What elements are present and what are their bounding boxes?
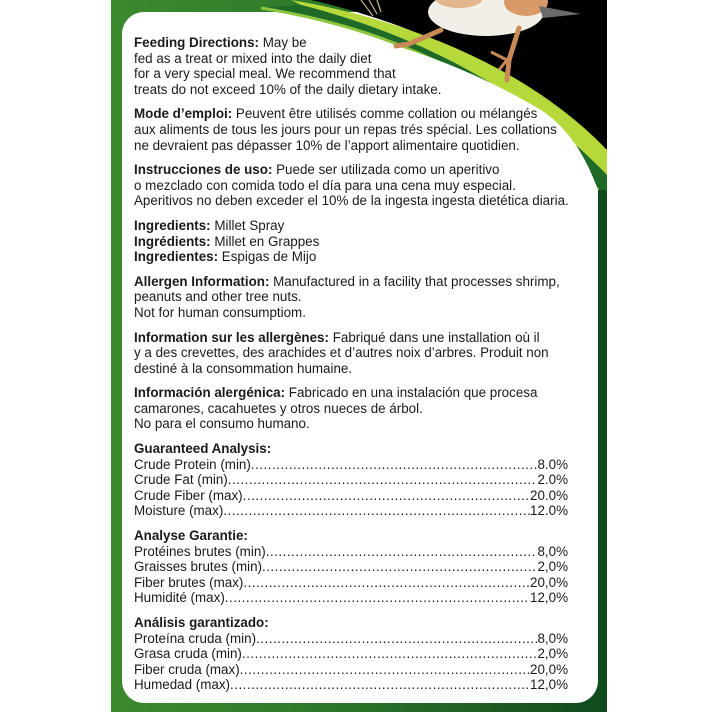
ingredients-heading-es: Ingredientes: <box>134 249 219 265</box>
analysis-title-es: Análisis garantizado: <box>134 615 269 630</box>
guaranteed-analysis-en <box>134 441 574 519</box>
ingredients-heading-fr: Ingrédients: <box>134 233 211 249</box>
ingredients-heading-en: Ingredients: <box>134 217 211 233</box>
allergen-information-es: Información alergénica: Fabricado en una instalación que procesa camarones, cacahuetes y otros nueces de árbol. No para el consumo humano. <box>134 385 538 432</box>
analysis-row: Crude Protein (min) ..... 8.0% <box>134 457 568 473</box>
analysis-row: Crude Fiber (max) ..... 20.0% <box>134 488 568 504</box>
analysis-row: Grasa cruda (min) ..... 2,0% <box>134 646 568 662</box>
analysis-title-fr: Analyse Garantie: <box>134 528 248 544</box>
feeding-directions-heading: Feeding Directions: <box>134 35 259 50</box>
instrucciones-heading: Instrucciones de uso: <box>134 162 273 178</box>
allergen-heading-en: Allergen Information: <box>134 273 270 289</box>
analysis-row: Protéines brutes (min) ..... 8,0% <box>134 544 568 560</box>
mode-emploi: Mode d’emploi: Peuvent être utilisés comme collation ou mélangés aux aliments de tous les jours pour un repas trés spécial. Les collations ne devraient pas dépasser 10% de l’apport alimentaire quotidien. <box>134 106 557 153</box>
allergen-heading-fr: Information sur les allergènes: <box>134 329 329 345</box>
analysis-title-en: Guaranteed Analysis: <box>134 441 272 457</box>
analysis-row: Graisses brutes (min) ..... 2,0% <box>134 559 568 575</box>
mode-emploi-heading: Mode d’emploi: <box>134 106 233 122</box>
analysis-row: Moisture (max) ..... 12.0% <box>134 503 568 519</box>
guaranteed-analysis-fr <box>134 528 574 606</box>
analysis-row: Fiber cruda (max) ..... 20,0% <box>134 662 568 678</box>
analysis-row: Proteína cruda (min) ..... 8,0% <box>134 631 568 647</box>
instrucciones-de-uso: Instrucciones de uso: Puede ser utilizada como un aperitivo o mezclado con comida todo el día para una cena muy especial. Aperitivos no deben exceder el 10% de la ingesta ingesta dietética diaria. <box>134 162 569 209</box>
analysis-row: Humedad (max) ..... 12,0% <box>134 677 568 693</box>
analysis-row: Fiber brutes (max) ..... 20,0% <box>134 575 568 591</box>
ingredients: Ingredients: Millet Spray Ingrédients: Millet en Grappes Ingredientes: Espigas de Mijo <box>134 217 320 265</box>
allergen-information-fr: Information sur les allergènes: Fabriqué dans une installation où il y a des crevettes, des arachides et d’autres noix d’arbres. Produit non destiné à la consommation humaine. <box>134 329 549 376</box>
feeding-directions: Feeding Directions: May be fed as a treat or mixed into the daily diet for a very special meal. We recommend that treats do not exceed 10% of the daily dietary intake. <box>134 35 442 97</box>
analysis-row: Humidité (max) ..... 12,0% <box>134 590 568 606</box>
allergen-information-en: Allergen Information: Manufactured in a facility that processes shrimp, peanuts and other tree nuts. Not for human consumptiom. <box>134 273 560 320</box>
allergen-heading-es: Información alergénica: <box>134 385 286 401</box>
label-text <box>134 35 574 702</box>
guaranteed-analysis-es <box>134 615 574 693</box>
product-label-panel <box>111 0 607 712</box>
analysis-row: Crude Fat (min) ..... 2.0% <box>134 472 568 488</box>
